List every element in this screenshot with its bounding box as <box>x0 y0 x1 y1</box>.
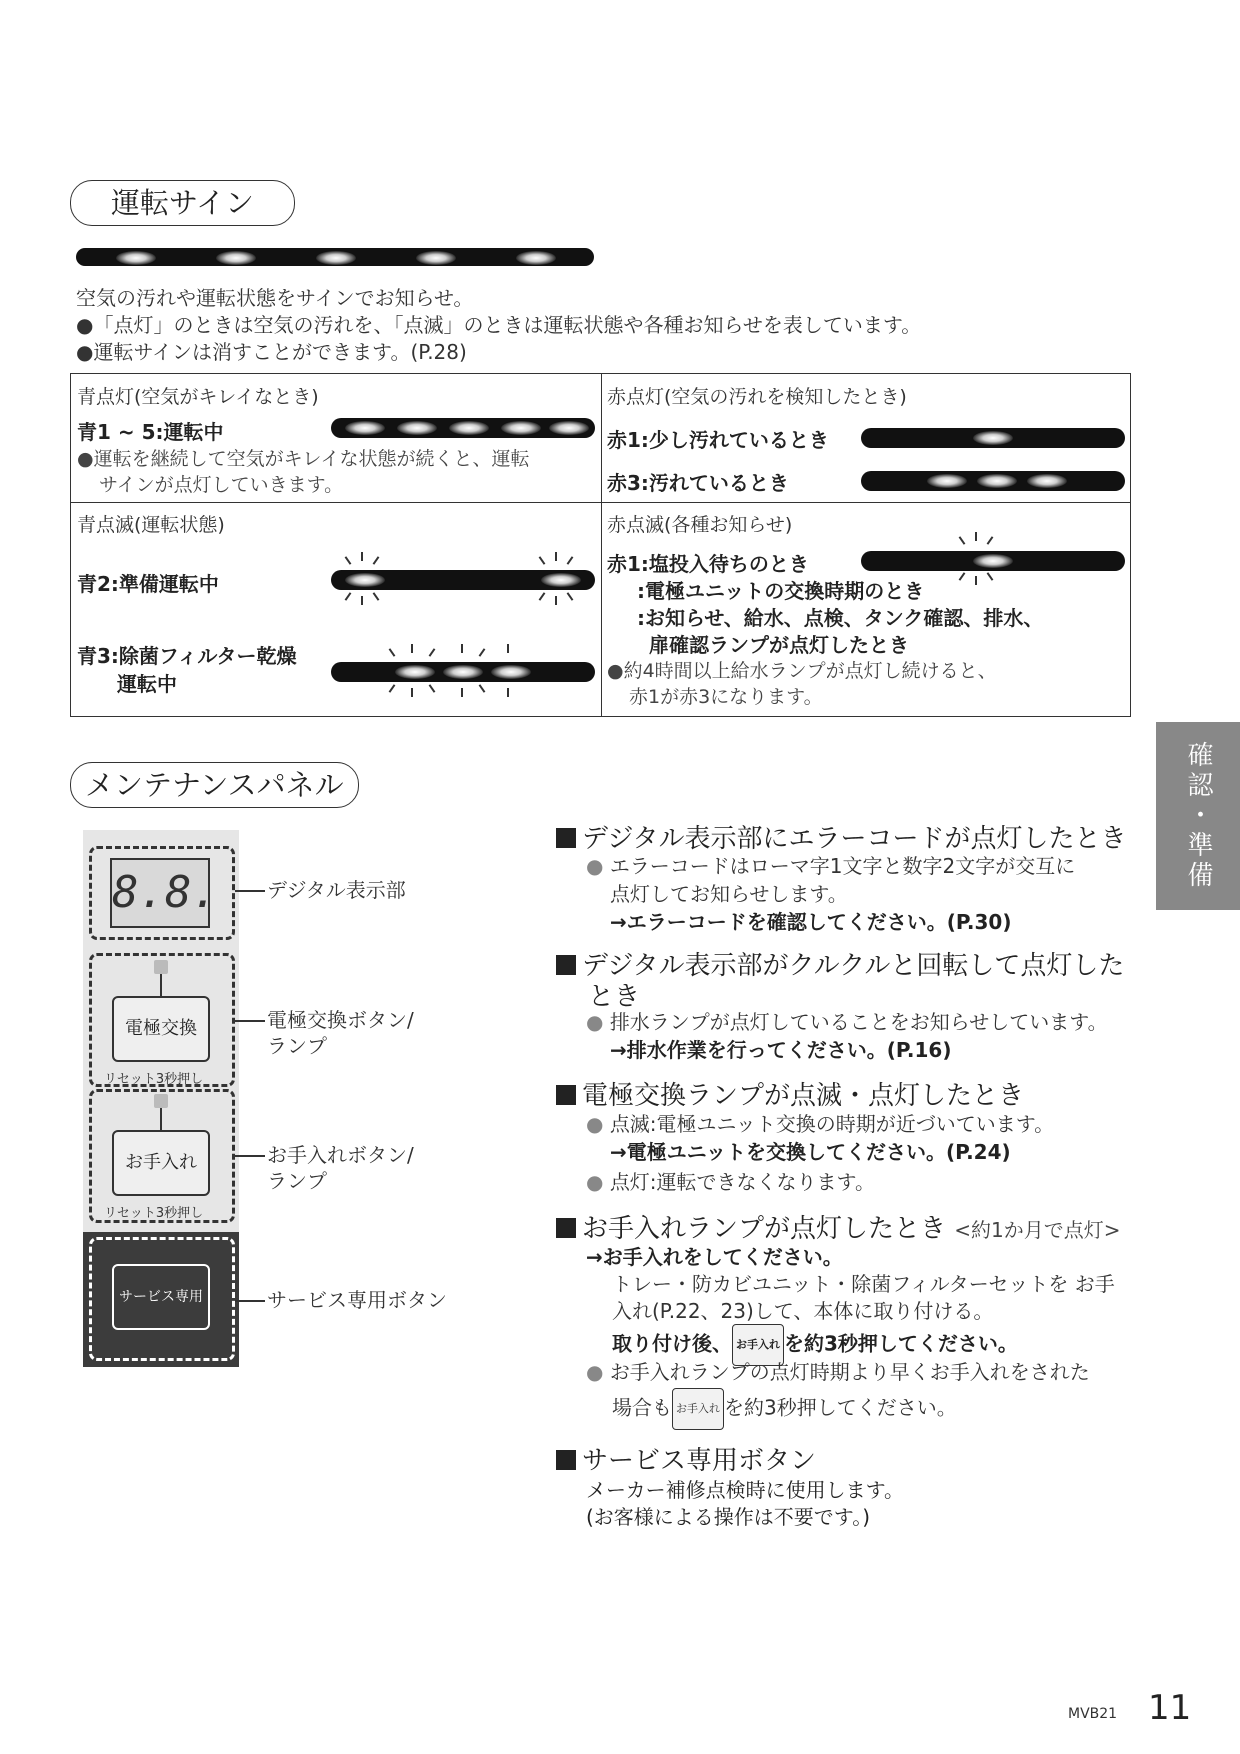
label-care-2: ランプ <box>267 1169 327 1193</box>
care-text-3: 取り付け後、 お手入れ を約3秒押してください。 <box>612 1324 1018 1366</box>
electrode-reset-label: リセット3秒押し <box>104 1072 204 1087</box>
electrode-action: →電極ユニットを交換してください。(P.24) <box>610 1140 1011 1164</box>
blue-blink-heading: 青点滅(運転状態) <box>77 514 225 536</box>
heading-rotating-cont: とき <box>588 982 641 1012</box>
section-title-signs: 運転サイン <box>70 180 295 226</box>
care-key-icon: お手入れ <box>732 1324 784 1366</box>
blue-blink-row-1: 青2:準備運転中 <box>77 572 219 596</box>
heading-rotating: デジタル表示部がクルクルと回転して点灯した <box>556 945 1124 982</box>
care-action: →お手入れをしてください。 <box>586 1245 843 1269</box>
blue-on-label: 青1 ~ 5:運転中 <box>77 420 224 444</box>
red-blink-note-2: 赤1が赤3になります。 <box>629 686 823 708</box>
label-electrode-2: ランプ <box>267 1034 327 1058</box>
heading-error-code: デジタル表示部にエラーコードが点灯したとき <box>556 818 1126 855</box>
blue-blink-row-2b: 運転中 <box>117 672 177 696</box>
intro-text: 空気の汚れや運転状態をサインでお知らせ。 <box>76 286 474 310</box>
blue-blink-indicator-2 <box>331 570 595 590</box>
care-button[interactable]: お手入れ <box>112 1130 210 1196</box>
service-button[interactable]: サービス専用 <box>112 1264 210 1330</box>
red-blink-row-2: :電極ユニットの交換時期のとき <box>637 579 925 603</box>
label-service: サービス専用ボタン <box>267 1288 447 1312</box>
blue-blink-row-2a: 青3:除菌フィルター乾燥 <box>77 644 297 668</box>
model-number: MVB21 <box>1068 1706 1118 1722</box>
care-text-2: 入れ(P.22、23)して、本体に取り付ける。 <box>612 1299 994 1323</box>
error-code-bullet-1: ● エラーコードはローマ字1文字と数字2文字が交互に <box>586 854 1076 878</box>
error-code-action: →エラーコードを確認してください。(P.30) <box>610 910 1012 934</box>
label-digital-display: デジタル表示部 <box>267 878 406 902</box>
red-blink-row-3: :お知らせ、給水、点検、タンク確認、排水、 <box>637 606 1044 630</box>
electrode-lamp <box>154 960 168 974</box>
rotating-action: →排水作業を行ってください。(P.16) <box>610 1038 952 1062</box>
heading-electrode-lamp: 電極交換ランプが点滅・点灯したとき <box>556 1075 1024 1112</box>
electrode-bullet-1: ● 点滅:電極ユニット交換の時期が近づいています。 <box>586 1112 1055 1136</box>
intro-bullet-2: ●運転サインは消すことができます。(P.28) <box>76 340 467 364</box>
electrode-button[interactable]: 電極交換 <box>112 996 210 1062</box>
care-key-icon-2: お手入れ <box>672 1388 724 1430</box>
label-care-1: お手入れボタン/ <box>267 1143 414 1167</box>
side-tab: 確認・準備 <box>1156 722 1240 910</box>
decorative-sign-bar <box>76 248 594 266</box>
care-text-4: 場合も お手入れ を約3秒押してください。 <box>612 1388 957 1430</box>
blue-on-heading: 青点灯(空気がキレイなとき) <box>77 386 319 408</box>
service-text-2: (お客様による操作は不要です。) <box>586 1505 871 1529</box>
section-title-maintenance: メンテナンスパネル <box>70 762 359 808</box>
red-blink-note-1: ●約4時間以上給水ランプが点灯し続けると、 <box>607 660 997 682</box>
red-on-indicator-1 <box>861 428 1125 448</box>
digital-display: 8.8. <box>110 858 210 928</box>
red-on-heading: 赤点灯(空気の汚れを検知したとき) <box>607 386 907 408</box>
rotating-bullet-1: ● 排水ランプが点灯していることをお知らせしています。 <box>586 1010 1108 1034</box>
blue-on-note-1: ●運転を継続して空気がキレイな状態が続くと、運転 <box>77 448 530 470</box>
red-on-row-2: 赤3:汚れているとき <box>607 471 789 495</box>
red-blink-indicator <box>861 551 1125 571</box>
care-bullet: ● お手入れランプの点灯時期より早くお手入れをされた <box>586 1360 1090 1384</box>
intro-bullet-1: ●「点灯」のときは空気の汚れを、「点滅」のときは運転状態や各種お知らせを表しています。 <box>76 313 922 337</box>
blue-on-indicator <box>331 418 595 438</box>
blue-blink-indicator-3 <box>331 662 595 682</box>
red-on-indicator-3 <box>861 471 1125 491</box>
label-electrode-1: 電極交換ボタン/ <box>267 1008 414 1032</box>
heading-service: サービス専用ボタン <box>556 1440 816 1477</box>
page-number: 11 <box>1148 1688 1192 1728</box>
red-blink-row-4: 扉確認ランプが点灯したとき <box>649 633 909 657</box>
care-text-1: トレー・防カビユニット・除菌フィルターセットを お手 <box>612 1272 1115 1296</box>
service-text-1: メーカー補修点検時に使用します。 <box>586 1478 904 1502</box>
blue-on-note-2: サインが点灯していきます。 <box>99 474 344 496</box>
electrode-bullet-2: ● 点灯:運転できなくなります。 <box>586 1170 875 1194</box>
care-lamp <box>154 1094 168 1108</box>
sign-table <box>70 373 1131 717</box>
heading-care-lamp: お手入れランプが点灯したとき <約1か月で点灯> <box>556 1208 1121 1245</box>
red-on-row-1: 赤1:少し汚れているとき <box>607 428 829 452</box>
error-code-bullet-2: 点灯してお知らせします。 <box>610 882 848 906</box>
red-blink-row-1: 赤1:塩投入待ちのとき <box>607 552 809 576</box>
red-blink-heading: 赤点滅(各種お知らせ) <box>607 514 793 536</box>
care-reset-label: リセット3秒押し <box>104 1206 204 1221</box>
